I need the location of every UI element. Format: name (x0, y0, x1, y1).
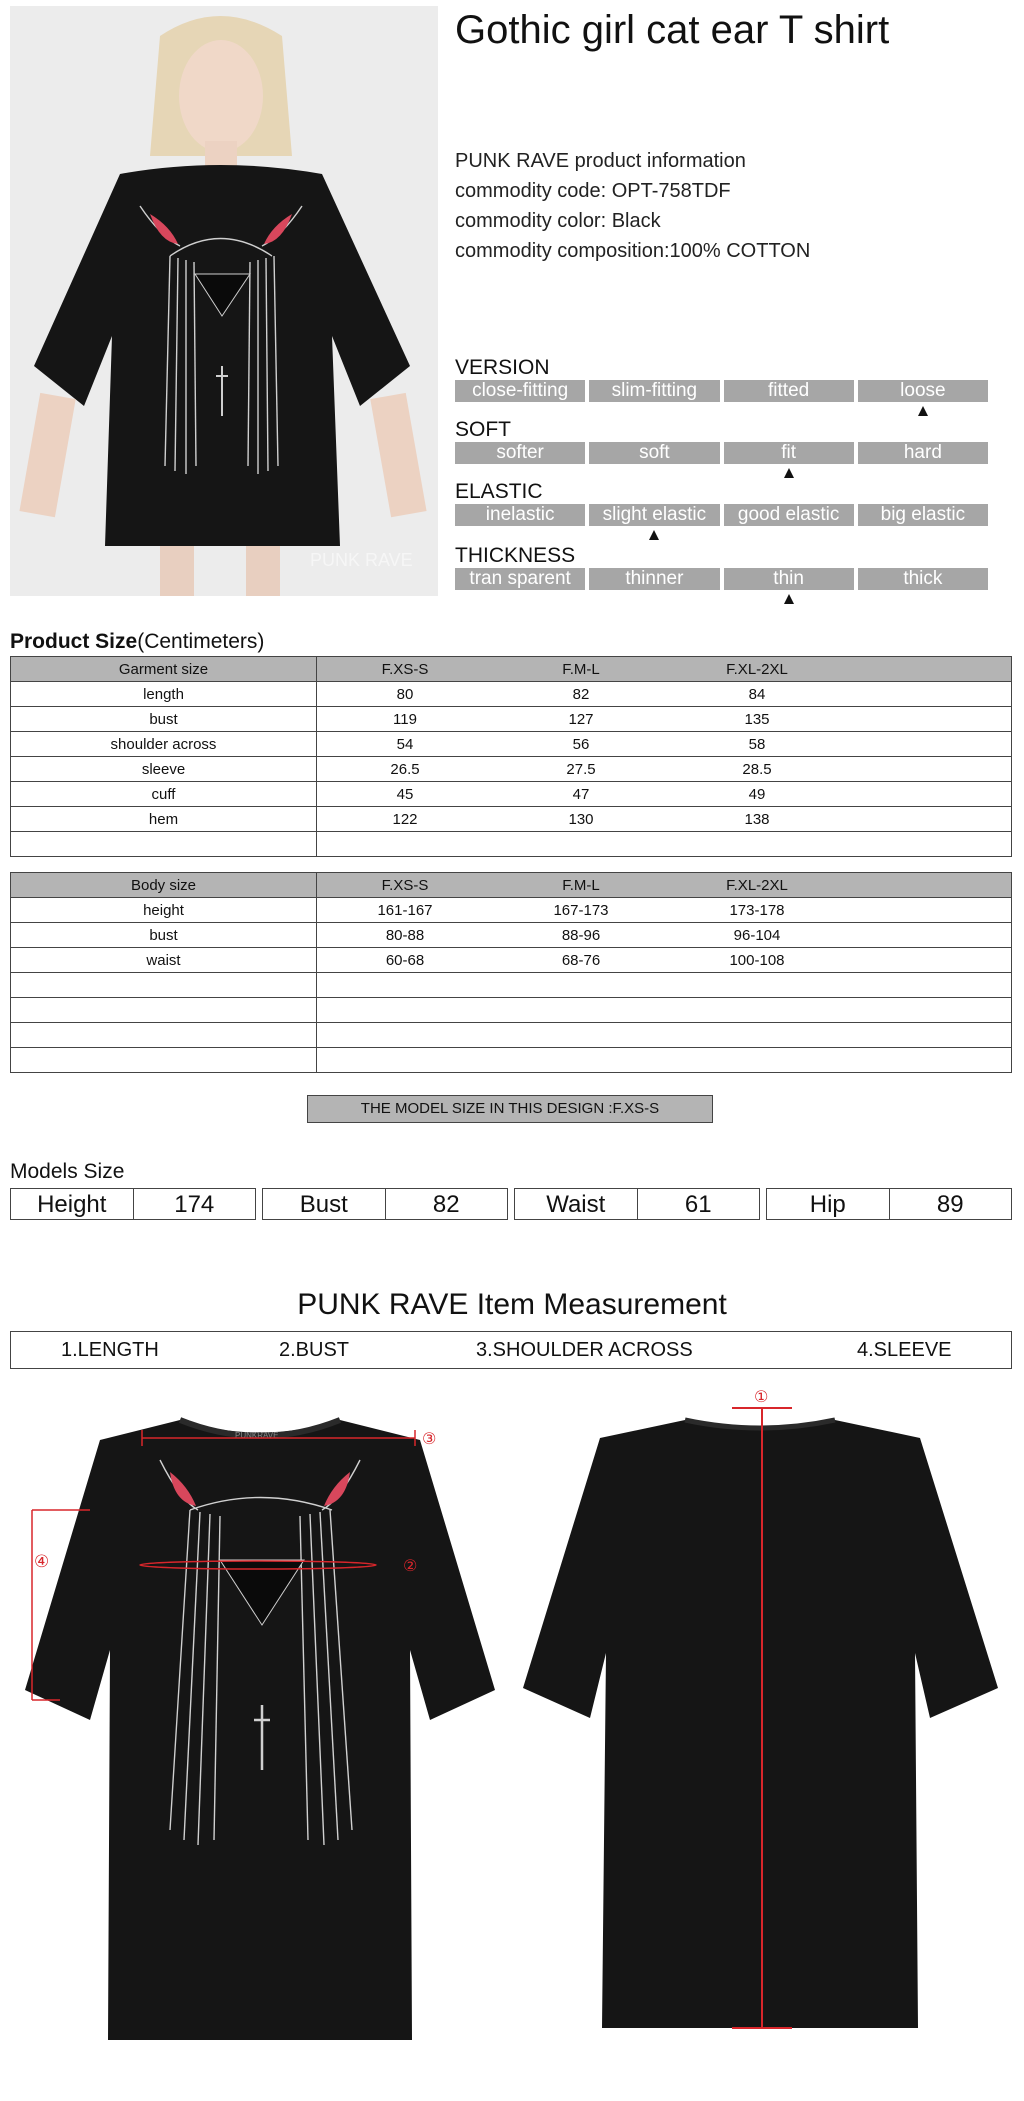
table-header: Garment size (11, 657, 317, 682)
scale-option: softer (455, 442, 585, 464)
size-value: 122 (392, 810, 418, 828)
table-header-row (11, 873, 1012, 898)
measurement-legend (10, 1331, 1012, 1369)
table-row (11, 948, 1012, 973)
size-value: 26.5 (390, 760, 420, 778)
size-value: 68-76 (561, 951, 601, 969)
model-measure-hip (766, 1188, 1012, 1220)
product-size-heading (10, 630, 264, 654)
table-row (11, 998, 1012, 1023)
marker-1: ① (754, 1388, 769, 1406)
scale-option: good elastic (724, 504, 854, 526)
measurement-item: 2.BUST (279, 1339, 350, 1361)
size-value: 82 (572, 685, 590, 703)
size-value: 49 (748, 785, 766, 803)
table-row (11, 807, 1012, 832)
table-row (11, 898, 1012, 923)
scale-option: thin (724, 568, 854, 590)
row-label (11, 998, 317, 1023)
scale-option: tran sparent (455, 568, 585, 590)
marker-4: ④ (34, 1552, 50, 1571)
marker-3: ③ (422, 1429, 437, 1448)
size-value: 100-108 (729, 951, 785, 969)
size-value: 84 (748, 685, 766, 703)
size-header: F.XL-2XL (726, 876, 788, 894)
table-row (11, 682, 1012, 707)
size-value: 96-104 (733, 926, 781, 944)
size-header: F.M-L (562, 660, 600, 678)
shirt-back-diagram (520, 1388, 1010, 2048)
measure-label: Hip (767, 1189, 890, 1219)
photo-watermark: PUNK RAVE (310, 550, 413, 570)
info-line: commodity code: OPT-758TDF (455, 180, 731, 202)
measure-label: Bust (263, 1189, 386, 1219)
size-value: 28.5 (742, 760, 772, 778)
row-label: sleeve (11, 757, 317, 782)
size-value: 54 (396, 735, 414, 753)
size-value: 135 (744, 710, 770, 728)
row-label: waist (11, 948, 317, 973)
garment-size-table (10, 656, 1012, 857)
body-size-table (10, 872, 1012, 1073)
marker-2: ② (403, 1556, 418, 1575)
scale-option: big elastic (858, 504, 988, 526)
table-row (11, 732, 1012, 757)
scale-elastic (455, 480, 988, 526)
neck-label: PUNKRAVE (235, 1431, 279, 1440)
scale-soft (455, 418, 988, 464)
scale-option: slim-fitting (589, 380, 719, 402)
scale-option: close-fitting (455, 380, 585, 402)
row-label: height (11, 898, 317, 923)
table-row (11, 707, 1012, 732)
row-label (11, 832, 317, 857)
size-value: 47 (572, 785, 590, 803)
measure-value: 61 (684, 1191, 712, 1218)
row-label: shoulder across (11, 732, 317, 757)
row-label (11, 973, 317, 998)
scale-title: VERSION (455, 356, 550, 379)
model-measure-waist (514, 1188, 760, 1220)
measure-value: 82 (432, 1191, 460, 1218)
size-value: 27.5 (566, 760, 596, 778)
size-value: 127 (568, 710, 594, 728)
row-label: bust (11, 707, 317, 732)
model-photo (10, 6, 438, 596)
product-size-unit: (Centimeters) (137, 630, 265, 653)
size-value: 58 (748, 735, 766, 753)
scale-option: soft (589, 442, 719, 464)
measurement-item: 3.SHOULDER ACROSS (476, 1339, 693, 1361)
info-line: commodity color: Black (455, 210, 661, 232)
scale-option: inelastic (455, 504, 585, 526)
product-size-title: Product Size (10, 630, 138, 653)
scale-title: SOFT (455, 418, 511, 441)
size-value: 138 (744, 810, 770, 828)
scale-option: fitted (724, 380, 854, 402)
info-line: PUNK RAVE product information (455, 150, 746, 172)
size-header: F.XL-2XL (726, 660, 788, 678)
size-value: 119 (393, 710, 417, 728)
size-value: 161-167 (377, 901, 433, 919)
measure-label: Waist (515, 1189, 638, 1219)
measurement-item: 1.LENGTH (61, 1339, 159, 1361)
size-value: 173-178 (729, 901, 785, 919)
size-value: 80 (396, 685, 414, 703)
row-label: bust (11, 923, 317, 948)
scale-marker (649, 530, 659, 540)
table-row (11, 757, 1012, 782)
scale-thickness (455, 544, 988, 590)
size-header: F.XS-S (381, 876, 429, 894)
measure-value: 89 (936, 1191, 964, 1218)
row-label: hem (11, 807, 317, 832)
table-row (11, 1023, 1012, 1048)
row-label (11, 1048, 317, 1073)
model-measure-height (10, 1188, 256, 1220)
product-title: Gothic girl cat ear T shirt (455, 8, 890, 52)
measure-label: Height (11, 1189, 134, 1219)
table-header: Body size (11, 873, 317, 898)
table-header-row (11, 657, 1012, 682)
size-value: 130 (568, 810, 594, 828)
size-value: 45 (396, 785, 414, 803)
info-line: commodity composition:100% COTTON (455, 240, 811, 262)
scale-option: slight elastic (589, 504, 719, 526)
models-size-title: Models Size (10, 1160, 125, 1183)
size-value: 80-88 (385, 926, 425, 944)
scale-option: loose (858, 380, 988, 402)
row-label: length (11, 682, 317, 707)
shirt-front-diagram (20, 1390, 500, 2070)
size-value: 60-68 (385, 951, 425, 969)
product-info (455, 146, 810, 266)
scale-marker (784, 594, 794, 604)
table-row (11, 832, 1012, 857)
models-size-row (10, 1188, 1012, 1220)
scale-marker (918, 406, 928, 416)
scale-marker (784, 468, 794, 478)
scale-option: fit (724, 442, 854, 464)
measurement-item: 4.SLEEVE (857, 1339, 952, 1361)
size-header: F.XS-S (381, 660, 429, 678)
table-row (11, 1048, 1012, 1073)
table-row (11, 973, 1012, 998)
scale-option: hard (858, 442, 988, 464)
size-header: F.M-L (562, 876, 600, 894)
model-size-note: THE MODEL SIZE IN THIS DESIGN :F.XS-S (307, 1095, 713, 1123)
size-value: 56 (572, 735, 590, 753)
size-value: 88-96 (561, 926, 601, 944)
scale-title: THICKNESS (455, 544, 576, 567)
measurement-title: PUNK RAVE Item Measurement (297, 1288, 727, 1321)
scale-title: ELASTIC (455, 480, 543, 503)
size-value: 167-173 (553, 901, 609, 919)
table-row (11, 923, 1012, 948)
row-label (11, 1023, 317, 1048)
measure-value: 174 (174, 1191, 215, 1218)
scale-option: thick (858, 568, 988, 590)
table-row (11, 782, 1012, 807)
scale-option: thinner (589, 568, 719, 590)
model-measure-bust (262, 1188, 508, 1220)
row-label: cuff (11, 782, 317, 807)
scale-version (455, 356, 988, 402)
